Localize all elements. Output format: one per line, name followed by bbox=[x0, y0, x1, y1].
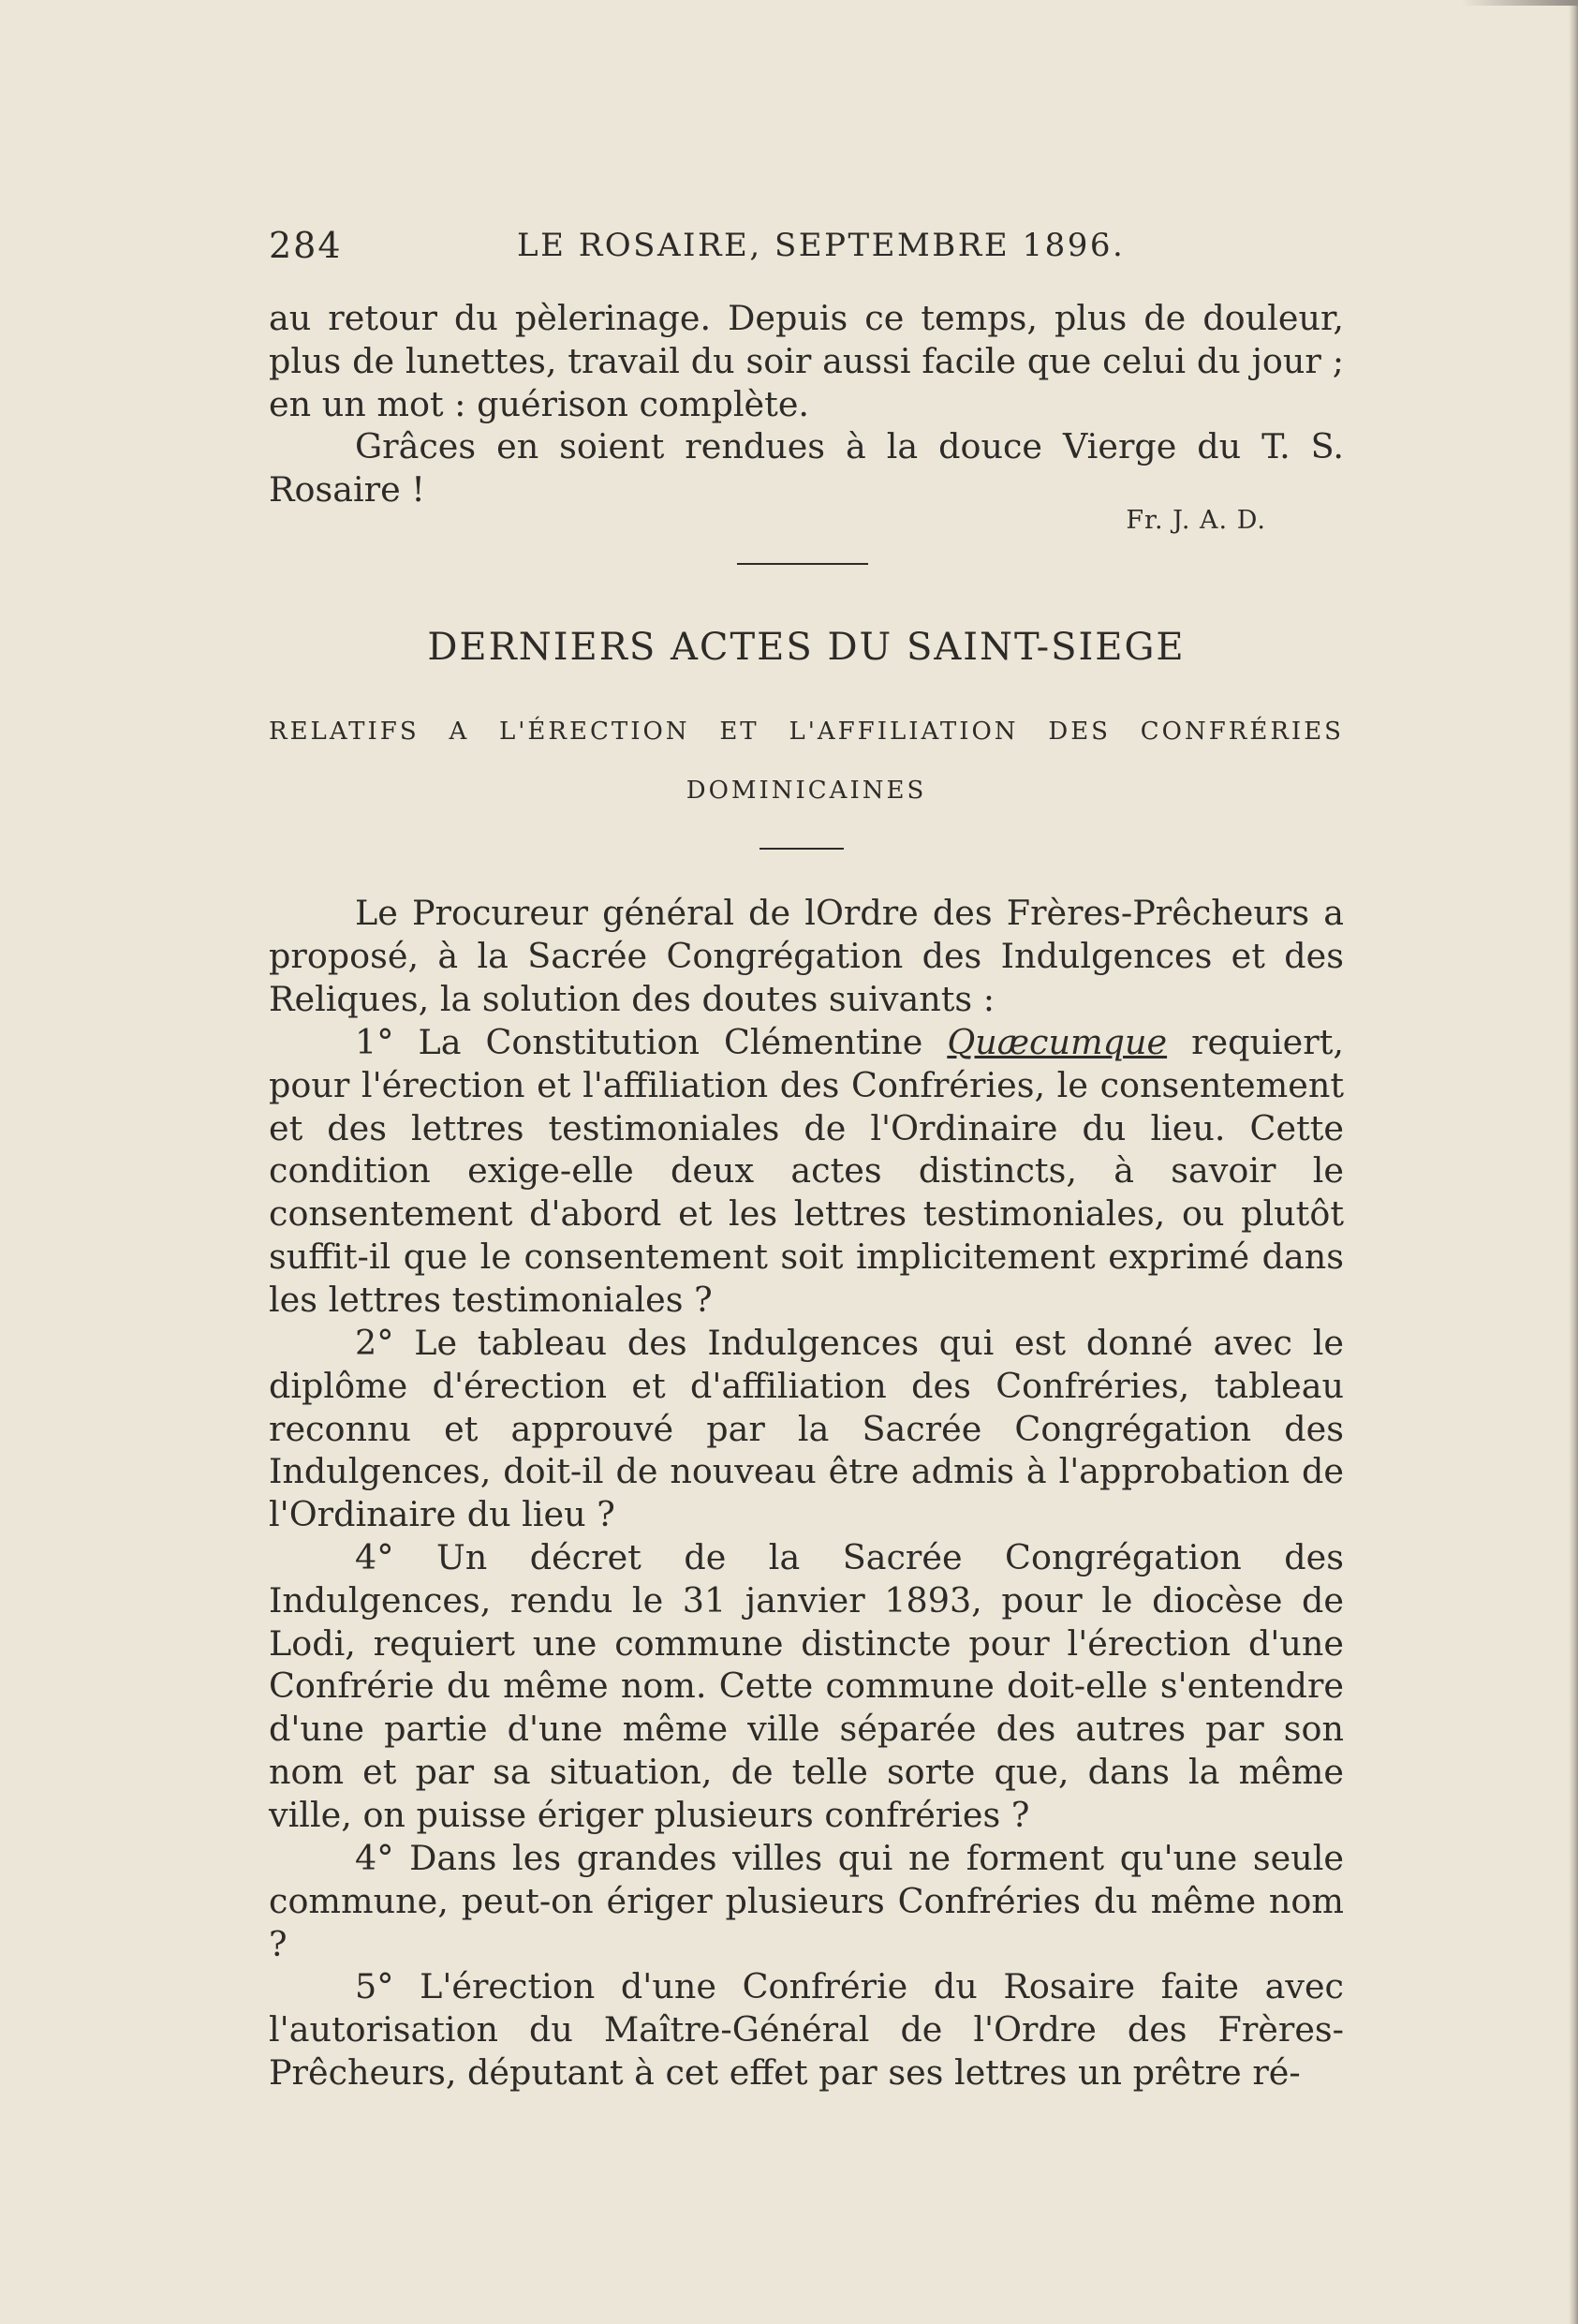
article-subtitle-line1: RELATIFS A L'ÉRECTION ET L'AFFILIATION DES CONFRÉRIES bbox=[269, 718, 1344, 746]
thanks-paragraph: Grâces en soient rendues à la douce Vierge du T. S. Rosaire ! bbox=[269, 426, 1344, 510]
article-subtitle-line2: DOMINICAINES bbox=[686, 777, 927, 805]
signature: Fr. J. A. D. bbox=[1126, 506, 1266, 535]
question-3: 4° Un décret de la Sacrée Congrégation des Indulgences, rendu le 31 janvier 1893, pour le diocèse de Lodi, requiert une commune distincte pour l'érection d'une Confrérie du même nom. Cette commune doit-elle s'entendre d'une partie d'une même ville séparée des autres par son nom et par sa situation, de telle sorte que, dans la même ville, on puisse ériger plusieurs confréries ? bbox=[269, 1537, 1344, 1835]
page-edge-shadow bbox=[1569, 0, 1578, 2324]
question-1-number: 1° bbox=[355, 1022, 394, 1062]
constitution-name: Quæcumque bbox=[947, 1022, 1168, 1062]
question-5: 5° L'érection d'une Confrérie du Rosaire faite avec l'autorisation du Maître-Général de l'Ordre des Frères-Prêcheurs, députant à cet effet par ses lettres un prêtre ré- bbox=[269, 1966, 1344, 2093]
question-2: 2° Le tableau des Indulgences qui est donné avec le diplôme d'érection et d'affiliation des Confréries, tableau reconnu et approuvé par la Sacrée Congrégation des Indulgences, doit-il de nouveau être admis à l'approbation de l'Ordinaire du lieu ? bbox=[269, 1323, 1344, 1535]
running-head bbox=[269, 225, 1344, 272]
question-4: 4° Dans les grandes villes qui ne forment qu'une seule commune, peut-on ériger plusieurs Confréries du même nom ? bbox=[269, 1838, 1344, 1964]
question-1-intro: La Constitution Clémentine bbox=[393, 1022, 948, 1062]
lead-paragraph: Le Procureur général de lOrdre des Frères-Prêcheurs a proposé, à la Sacrée Congrégation des Indulgences et des Reliques, la solution des doutes suivants : bbox=[269, 893, 1344, 1019]
question-1-text: requiert, pour l'érection et l'affiliation des Confréries, le consentement et des lettres testimoniales de l'Ordinaire du lieu. Cette condition exige-elle deux actes distincts, à savoir le consentement d'abord et les lettres testimoniales, ou plutôt suffit-il que le consentement soit implicitement exprimé dans les lettres testimoniales ? bbox=[269, 1022, 1344, 1320]
intro-paragraph: au retour du pèlerinage. Depuis ce temps, plus de douleur, plus de lunettes, travail du soir aussi facile que celui du jour ; en un mot : guérison complète. bbox=[269, 298, 1344, 424]
section-divider bbox=[737, 563, 868, 565]
article-title: DERNIERS ACTES DU SAINT-SIEGE bbox=[427, 626, 1186, 669]
page-number: 284 bbox=[269, 225, 343, 266]
page-corner-shadow bbox=[1461, 0, 1578, 6]
question-1 bbox=[269, 1021, 1344, 1322]
running-title: LE ROSAIRE, SEPTEMBRE 1896. bbox=[517, 227, 1126, 264]
subtitle-divider bbox=[760, 848, 844, 850]
